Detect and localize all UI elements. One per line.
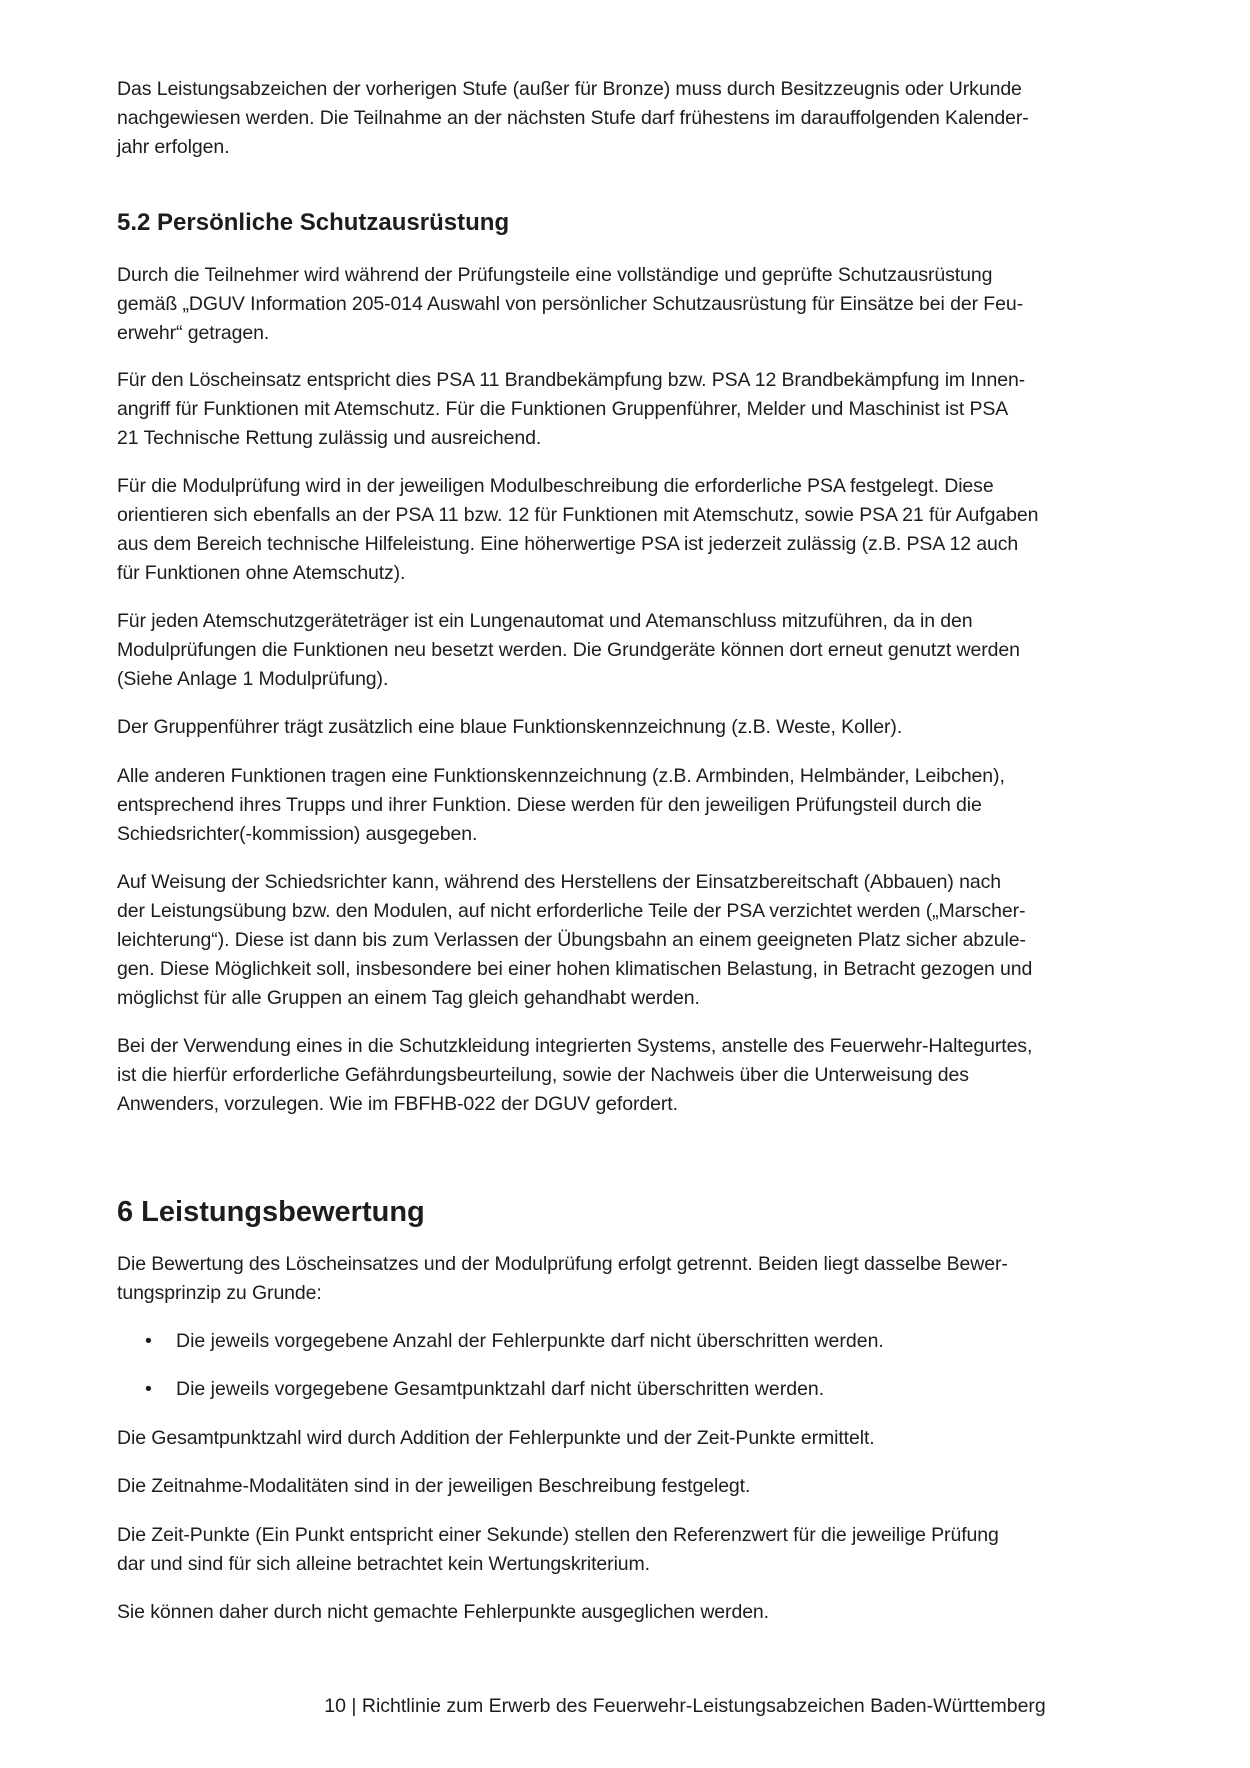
text-line: leichterung“). Diese ist dann bis zum Verlassen der Übungsbahn an einem geeigneten Platz sicher abzule- xyxy=(117,929,1026,951)
bullet-icon: • xyxy=(145,1378,152,1400)
text-line: gen. Diese Möglichkeit soll, insbesondere bei einer hohen klimatischen Belastung, in Betracht gezogen und xyxy=(117,958,1033,980)
text-line: Sie können daher durch nicht gemachte Fehlerpunkte ausgeglichen werden. xyxy=(117,1601,769,1623)
paragraph xyxy=(117,1472,1147,1501)
text-line: für Funktionen ohne Atemschutz). xyxy=(117,562,406,584)
text-line: (Siehe Anlage 1 Modulprüfung). xyxy=(117,668,389,690)
list-item-text: Die jeweils vorgegebene Gesamtpunktzahl darf nicht überschritten werden. xyxy=(176,1378,825,1400)
paragraph xyxy=(117,1598,1147,1627)
text-line: Für jeden Atemschutzgeräteträger ist ein Lungenautomat und Atemanschluss mitzuführen, da in den xyxy=(117,610,973,632)
text-line: gemäß „DGUV Information 205-014 Auswahl von persönlicher Schutzausrüstung für Einsätze bei der Feu- xyxy=(117,293,1023,315)
section-heading-5-2: 5.2 Persönliche Schutzausrüstung xyxy=(117,209,510,236)
paragraph xyxy=(117,762,1147,849)
text-line: Die Bewertung des Löscheinsatzes und der Modulprüfung erfolgt getrennt. Beiden liegt dasselbe Bewer- xyxy=(117,1253,1008,1275)
text-line: Durch die Teilnehmer wird während der Prüfungsteile eine vollständige und geprüfte Schutzausrüstung xyxy=(117,264,993,286)
text-line: Für den Löscheinsatz entspricht dies PSA 11 Brandbekämpfung bzw. PSA 12 Brandbekämpfung im Innen- xyxy=(117,369,1026,391)
text-line: nachgewiesen werden. Die Teilnahme an der nächsten Stufe darf frühestens im darauffolgenden Kalender- xyxy=(117,107,1029,129)
text-line: ist die hierfür erforderliche Gefährdungsbeurteilung, sowie der Nachweis über die Unterweisung des xyxy=(117,1064,969,1086)
paragraph xyxy=(117,713,1147,742)
paragraph xyxy=(117,261,1147,348)
text-line: Die Zeitnahme-Modalitäten sind in der jeweiligen Beschreibung festgelegt. xyxy=(117,1475,751,1497)
text-line: Alle anderen Funktionen tragen eine Funktionskennzeichnung (z.B. Armbinden, Helmbänder, Leibchen), xyxy=(117,765,1005,787)
text-line: erwehr“ getragen. xyxy=(117,322,270,344)
page-footer xyxy=(0,1692,1250,1721)
text-line: möglichst für alle Gruppen an einem Tag gleich gehandhabt werden. xyxy=(117,987,700,1009)
text-line: entsprechend ihres Trupps und ihrer Funktion. Diese werden für den jeweiligen Prüfungsteil durch die xyxy=(117,794,982,816)
text-line: dar und sind für sich alleine betrachtet kein Wertungskriterium. xyxy=(117,1553,651,1575)
list-item-text: Die jeweils vorgegebene Anzahl der Fehlerpunkte darf nicht überschritten werden. xyxy=(176,1330,884,1352)
text-line: Anwenders, vorzulegen. Wie im FBFHB-022 der DGUV gefordert. xyxy=(117,1093,678,1115)
text-line: Die Gesamtpunktzahl wird durch Addition der Fehlerpunkte und der Zeit-Punkte ermittelt. xyxy=(117,1427,875,1449)
section-heading-6: 6 Leistungsbewertung xyxy=(117,1196,425,1228)
footer-title: Richtlinie zum Erwerb des Feuerwehr-Leistungsabzeichen Baden-Württemberg xyxy=(361,1695,1046,1717)
paragraph xyxy=(117,1521,1147,1579)
paragraph xyxy=(117,1424,1147,1453)
intro-paragraph xyxy=(117,75,1147,162)
text-line: Bei der Verwendung eines in die Schutzkleidung integrierten Systems, anstelle des Feuerwehr-Haltegurtes, xyxy=(117,1035,1033,1057)
text-line: angriff für Funktionen mit Atemschutz. Für die Funktionen Gruppenführer, Melder und Maschinist ist PSA xyxy=(117,398,1009,420)
page-number: 10 xyxy=(324,1695,346,1717)
paragraph xyxy=(117,1032,1147,1119)
text-line: Modulprüfungen die Funktionen neu besetzt werden. Die Grundgeräte können dort erneut genutzt werden xyxy=(117,639,1020,661)
text-line: der Leistungsübung bzw. den Modulen, auf nicht erforderliche Teile der PSA verzichtet werden („Marscher- xyxy=(117,900,1026,922)
text-line: Für die Modulprüfung wird in der jeweiligen Modulbeschreibung die erforderliche PSA festgelegt. Diese xyxy=(117,475,994,497)
text-line: Schiedsrichter(-kommission) ausgegeben. xyxy=(117,823,478,845)
paragraph xyxy=(117,366,1147,453)
text-line: jahr erfolgen. xyxy=(117,136,230,158)
text-line: Auf Weisung der Schiedsrichter kann, während des Herstellens der Einsatzbereitschaft (Abbauen) nach xyxy=(117,871,1001,893)
list-item xyxy=(145,1327,884,1356)
paragraph xyxy=(117,607,1147,694)
text-line: Das Leistungsabzeichen der vorherigen Stufe (außer für Bronze) muss durch Besitzzeugnis oder Urkunde xyxy=(117,78,1022,100)
paragraph xyxy=(117,472,1147,588)
text-line: Die Zeit-Punkte (Ein Punkt entspricht einer Sekunde) stellen den Referenzwert für die jeweilige Prüfung xyxy=(117,1524,999,1546)
text-line: Der Gruppenführer trägt zusätzlich eine blaue Funktionskennzeichnung (z.B. Weste, Koller). xyxy=(117,716,903,738)
bullet-icon: • xyxy=(145,1330,152,1352)
text-line: aus dem Bereich technische Hilfeleistung. Eine höherwertige PSA ist jederzeit zulässig (z.B. PSA 12 auch xyxy=(117,533,1019,555)
text-line: tungsprinzip zu Grunde: xyxy=(117,1282,322,1304)
list-item xyxy=(145,1375,824,1404)
paragraph xyxy=(117,868,1147,1013)
paragraph xyxy=(117,1250,1147,1308)
footer-separator: | xyxy=(351,1695,357,1717)
text-line: orientieren sich ebenfalls an der PSA 11 bzw. 12 für Funktionen mit Atemschutz, sowie PSA 21 für Aufgaben xyxy=(117,504,1039,526)
text-line: 21 Technische Rettung zulässig und ausreichend. xyxy=(117,427,542,449)
